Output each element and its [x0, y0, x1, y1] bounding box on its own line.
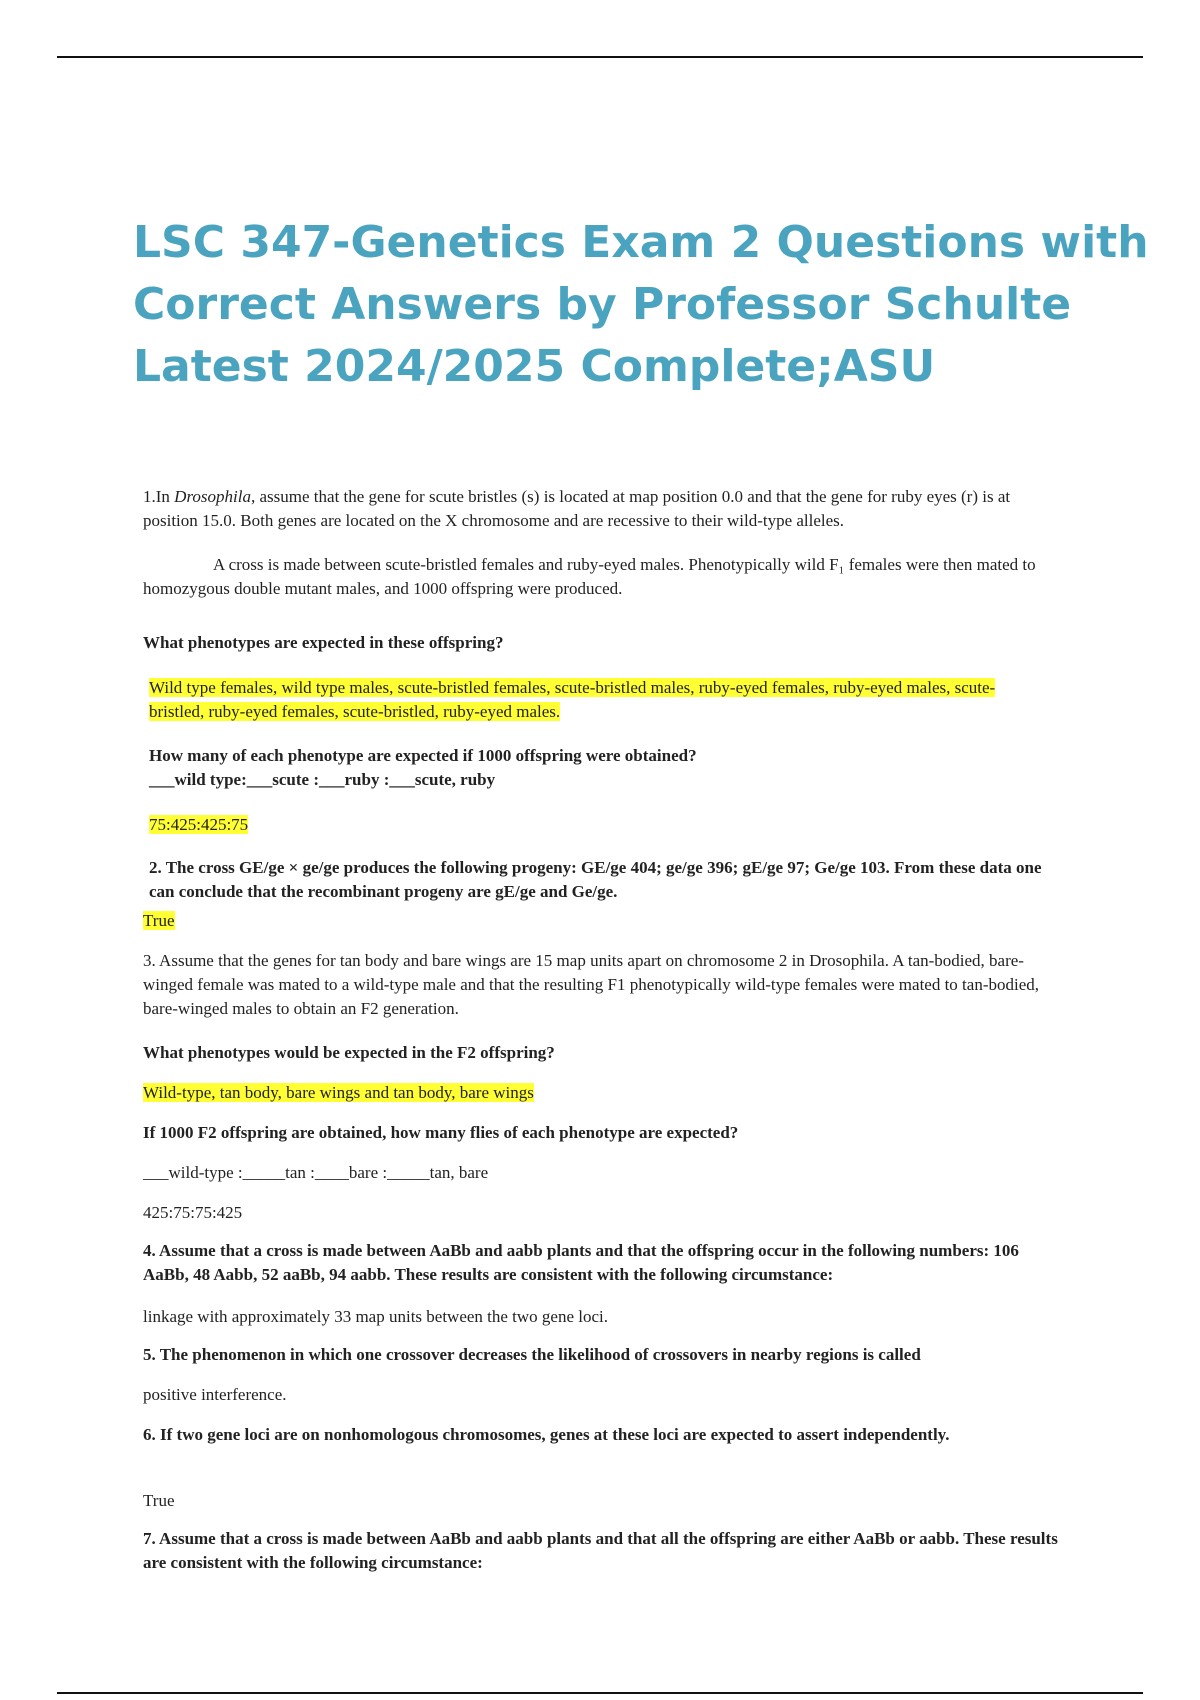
q4-question: 4. Assume that a cross is made between AaBb and aabb plants and that the offspring occur in the following numbers: 106 AaBb, 48 Aabb, 52 aaBb, 94 aabb. These results are consistent with the following circumstance: [143, 1241, 1019, 1284]
highlighted-answer: True [143, 911, 175, 930]
top-rule [57, 56, 1143, 58]
q1-question-b: How many of each phenotype are expected if 1000 offspring were obtained? ___wild type:___scute :___ruby :___scute, ruby [149, 744, 1064, 792]
q2-answer [143, 909, 1058, 933]
title-line-3: Latest 2024/2025 Complete;ASU [133, 341, 936, 392]
bottom-rule [57, 1692, 1143, 1694]
highlighted-answer: Wild-type, tan body, bare wings and tan body, bare wings [143, 1083, 534, 1102]
q1-answer-b [149, 813, 1064, 837]
q2-question: 2. The cross GE/ge × ge/ge produces the following progeny: GE/ge 404; ge/ge 396; gE/ge 97; Ge/ge 103. From these data one can conclude that the recombinant progeny are gE/ge and Ge/ge. [149, 858, 1042, 901]
q6-answer: True [143, 1491, 175, 1510]
q1-intro: 1.In Drosophila, assume that the gene for scute bristles (s) is located at map position 0.0 and that the gene for ruby eyes (r) is at position 15.0. Both genes are located on the X chromosome and are recessive to their wild-type alleles. [143, 487, 1011, 530]
q1-cross-paragraph: A cross is made between scute-bristled females and ruby-eyed males. Phenotypically wild F₁ females were then mated to homozygous double mutant males, and 1000 offspring were produced. [143, 555, 1036, 598]
q3-question-b: If 1000 F2 offspring are obtained, how many flies of each phenotype are expected? [143, 1123, 739, 1142]
q1-italic-term: Drosophila [174, 487, 251, 506]
q3-answer-b: 425:75:75:425 [143, 1203, 243, 1222]
q5-answer: positive interference. [143, 1385, 287, 1404]
q3-blank-template: ___wild-type :_____tan :____bare :_____tan, bare [143, 1163, 489, 1182]
q7-question: 7. Assume that a cross is made between AaBb and aabb plants and that all the offspring are either AaBb or aabb. These results are consistent with the following circumstance: [143, 1529, 1058, 1572]
highlighted-answer: 75:425:425:75 [149, 815, 249, 834]
title-line-1: LSC 347-Genetics Exam 2 Questions with [133, 217, 1149, 268]
q6-question: 6. If two gene loci are on nonhomologous chromosomes, genes at these loci are expected to assert independently. [143, 1425, 950, 1444]
q1-blank-template: ___wild type:___scute :___ruby :___scute, ruby [149, 770, 496, 789]
title-line-2: Correct Answers by Professor Schulte [133, 279, 1072, 330]
q5-question: 5. The phenomenon in which one crossover decreases the likelihood of crossovers in nearby regions is called [143, 1345, 921, 1364]
q3-answer-a [143, 1081, 1058, 1105]
highlighted-answer: Wild type females, wild type males, scute-bristled females, scute-bristled males, ruby-eyed females, ruby-eyed males, scute-bristled, ruby-eyed females, scute-bristled, ruby-eyed males. [149, 678, 996, 721]
q4-answer: linkage with approximately 33 map units between the two gene loci. [143, 1307, 609, 1326]
q1-question-a: What phenotypes are expected in these offspring? [143, 633, 504, 652]
q3-question-a: What phenotypes would be expected in the F2 offspring? [143, 1043, 555, 1062]
document-title [133, 212, 1149, 398]
q1-answer-a [149, 676, 1029, 724]
q3-question: 3. Assume that the genes for tan body and bare wings are 15 map units apart on chromosome 2 in Drosophila. A tan-bodied, bare-winged female was mated to a wild-type male and that the resulting F1 phenotypically wild-type females were mated to tan-bodied, bare-winged males to obtain an F2 generation. [143, 951, 1040, 1018]
